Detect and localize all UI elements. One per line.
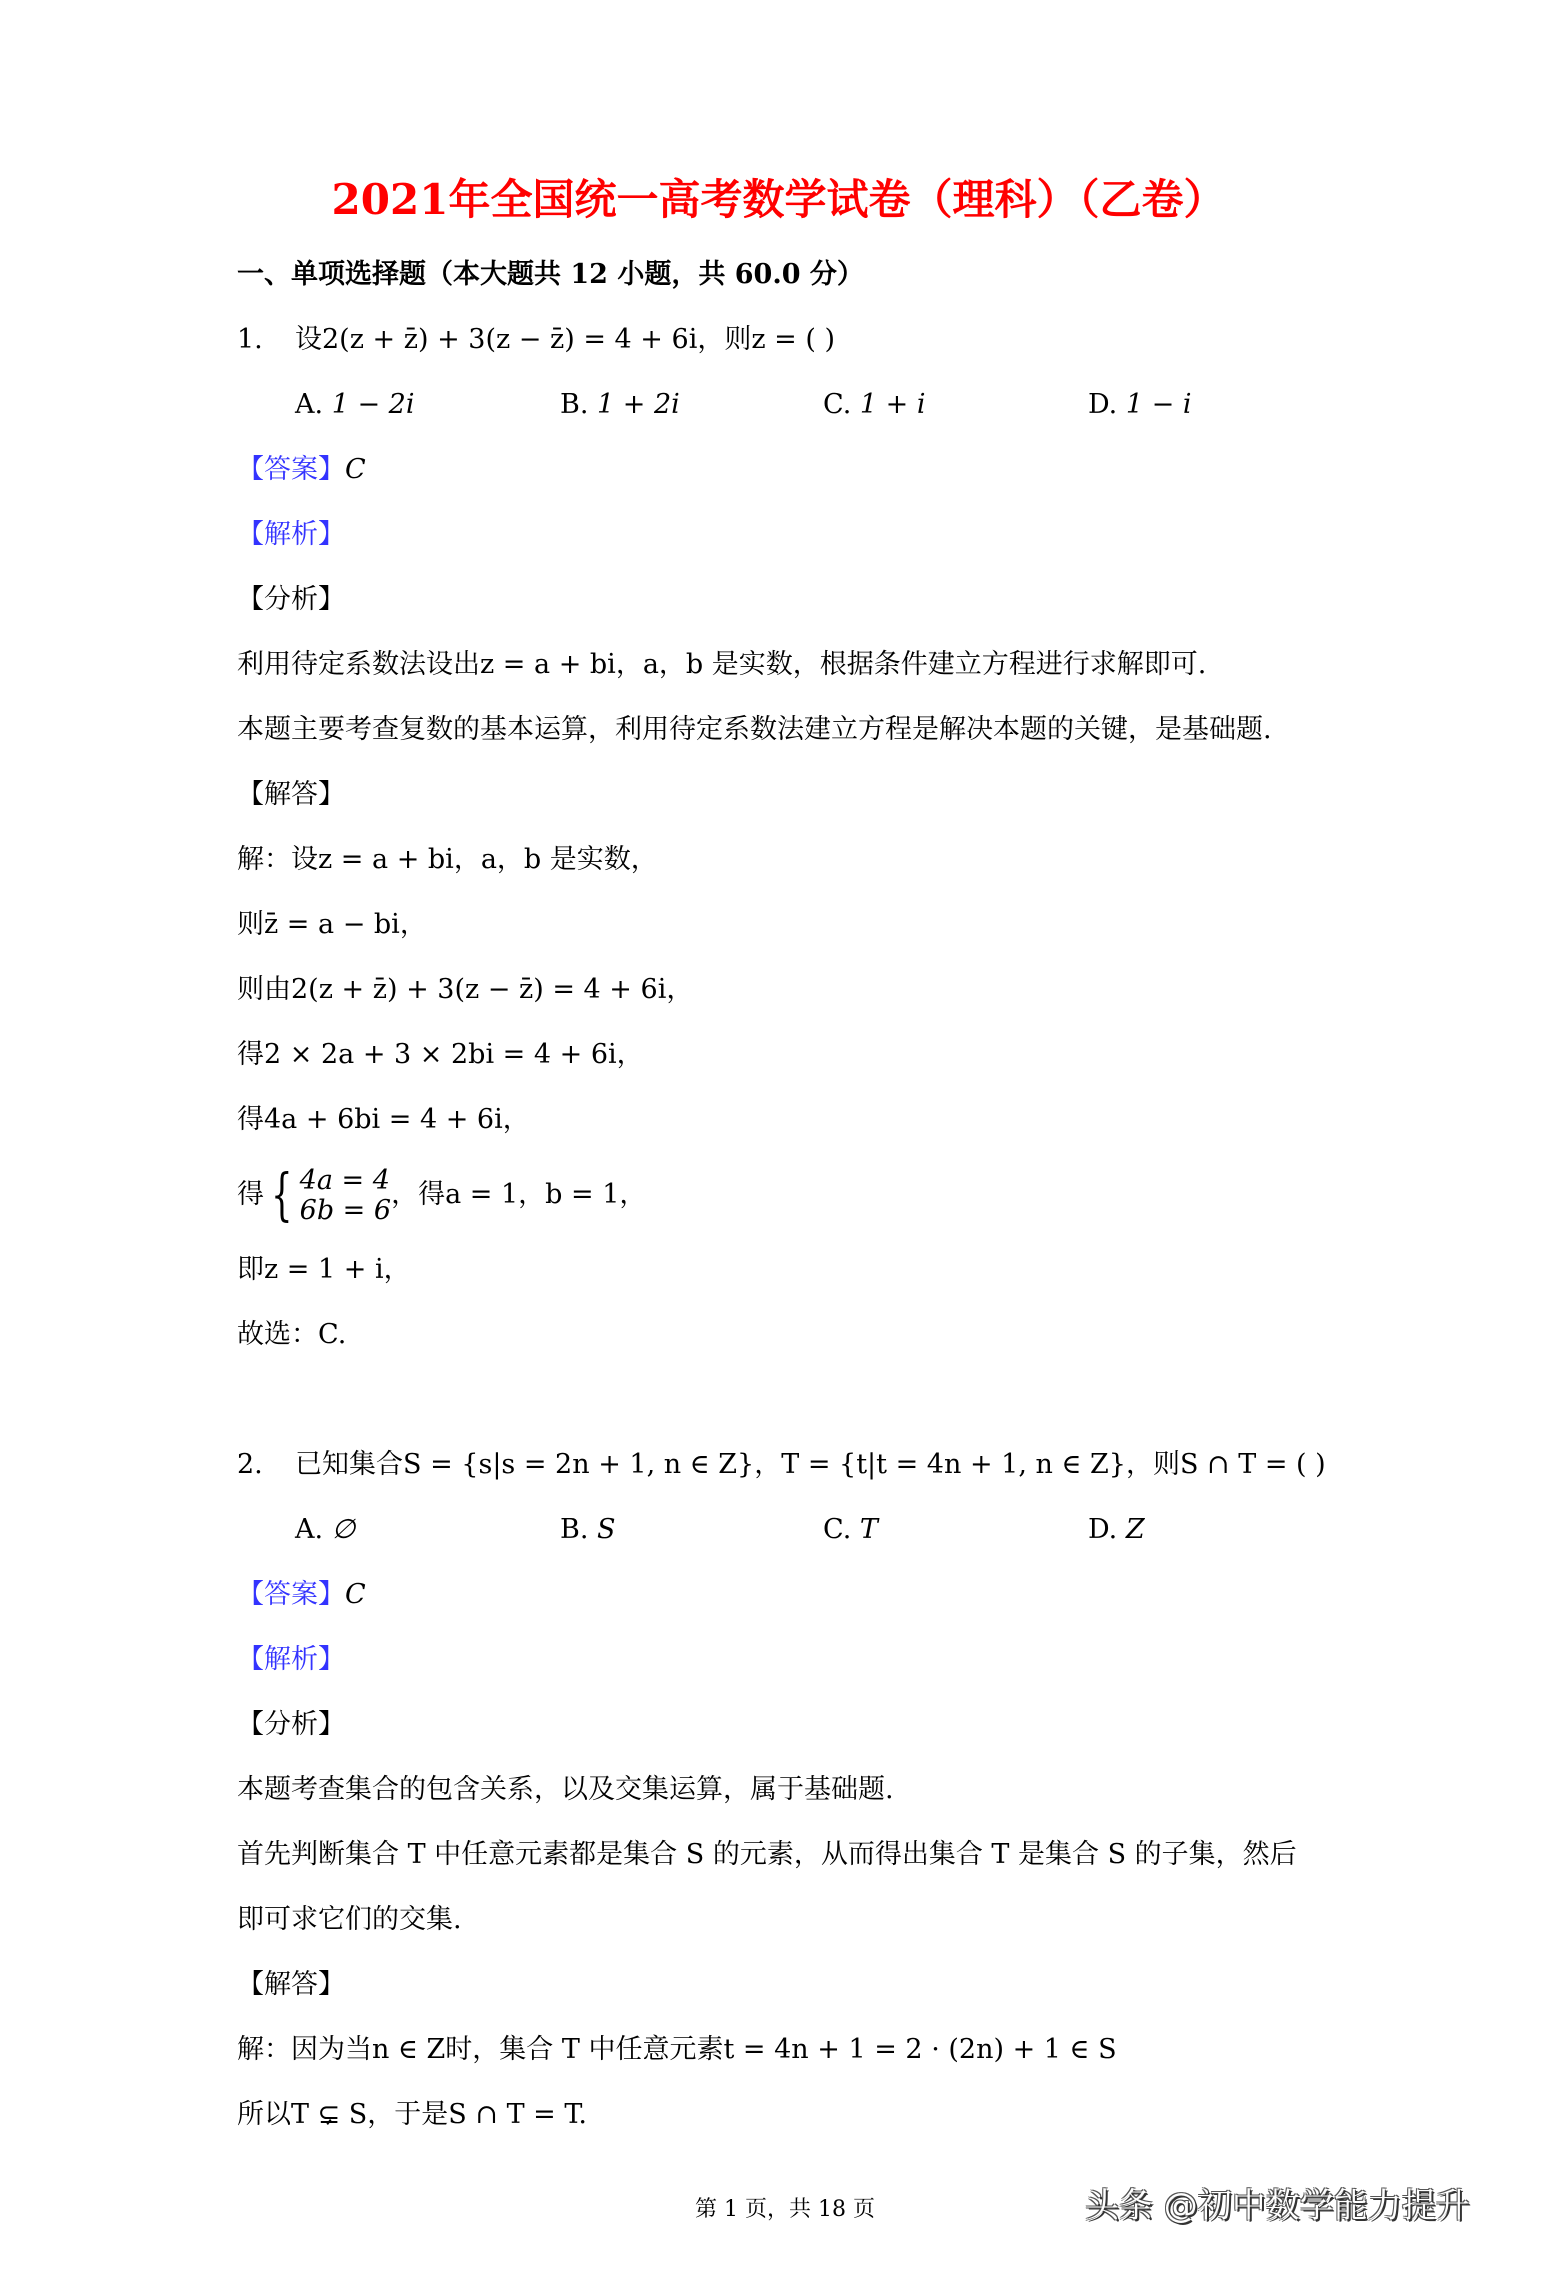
- solution-step: 得4a + 6bi = 4 + 6i，: [237, 1104, 530, 1135]
- solution-step: 则z̄ = a − bi，: [237, 909, 427, 940]
- option-value: 1 − i: [1125, 389, 1192, 420]
- system-suffix: ，得a = 1，b = 1，: [391, 1179, 647, 1210]
- answer-tag: 【答案】: [237, 1579, 345, 1610]
- section-header: 一、单项选择题（本大题共 12 小题，共 60.0 分）: [237, 259, 864, 290]
- answer-tag: 【答案】: [237, 454, 345, 485]
- analysis-text: 即可求它们的交集.: [237, 1904, 462, 1935]
- page-number: 第 1 页，共 18 页: [695, 2197, 875, 2222]
- option-value: S: [597, 1514, 616, 1545]
- equation-system: [237, 1162, 647, 1228]
- solution-step: 解：因为当n ∈ Z时，集合 T 中任意元素t = 4n + 1 = 2 · (2n) + 1 ∈ S: [237, 2034, 1117, 2065]
- option-value: ∅: [331, 1514, 356, 1545]
- option-c: [823, 1512, 878, 1548]
- option-label: A.: [295, 1514, 324, 1545]
- question-number: 1.: [237, 324, 263, 355]
- option-d: [1088, 1512, 1145, 1548]
- question-1-stem: [237, 322, 835, 358]
- brace-icon: {: [271, 1162, 293, 1228]
- explain-tag: 【解析】: [237, 1644, 345, 1675]
- answer-value: C: [345, 1579, 366, 1610]
- option-value: 1 + 2i: [597, 389, 680, 420]
- solution-step: 则由2(z + z̄) + 3(z − z̄) = 4 + 6i，: [237, 974, 694, 1005]
- option-label: B.: [560, 1514, 589, 1545]
- solution-tag: 【解答】: [237, 1969, 345, 2000]
- answer-line: [237, 1577, 366, 1613]
- question-text: 设2(z + z̄) + 3(z − z̄) = 4 + 6i，则z = ( ): [295, 324, 835, 355]
- question-number: 2.: [237, 1449, 263, 1480]
- question-text: 已知集合S = {s|s = 2n + 1, n ∈ Z}，T = {t|t = 4n + 1, n ∈ Z}，则S ∩ T = ( ): [295, 1449, 1326, 1480]
- solution-step: 所以T ⊊ S，于是S ∩ T = T.: [237, 2099, 587, 2130]
- option-label: D.: [1088, 1514, 1118, 1545]
- analysis-text: 利用待定系数法设出z = a + bi，a，b 是实数，根据条件建立方程进行求解即可.: [237, 649, 1207, 680]
- option-label: B.: [560, 389, 589, 420]
- solution-step: 得2 × 2a + 3 × 2bi = 4 + 6i，: [237, 1039, 644, 1070]
- option-value: T: [859, 1514, 878, 1545]
- answer-line: [237, 452, 366, 488]
- option-d: [1088, 387, 1191, 423]
- option-value: Z: [1125, 1514, 1145, 1545]
- option-label: C.: [823, 1514, 852, 1545]
- analysis-tag: 【分析】: [237, 584, 345, 615]
- analysis-text: 本题考查集合的包含关系，以及交集运算，属于基础题.: [237, 1774, 894, 1805]
- option-b: [560, 1512, 616, 1548]
- option-label: A.: [295, 389, 324, 420]
- solution-tag: 【解答】: [237, 779, 345, 810]
- option-label: C.: [823, 389, 852, 420]
- page-title: 2021年全国统一高考数学试卷（理科）（乙卷）: [331, 175, 1226, 224]
- option-a: [295, 387, 414, 423]
- option-a: [295, 1512, 355, 1548]
- question-2-stem: [237, 1447, 1326, 1483]
- solution-step: 故选：C.: [237, 1319, 347, 1350]
- analysis-text: 本题主要考查复数的基本运算，利用待定系数法建立方程是解决本题的关键，是基础题.: [237, 714, 1272, 745]
- answer-value: C: [345, 454, 366, 485]
- watermark: 头条 @初中数学能力提升: [1085, 2186, 1470, 2226]
- analysis-text: 首先判断集合 T 中任意元素都是集合 S 的元素，从而得出集合 T 是集合 S 的子集，然后: [237, 1839, 1297, 1870]
- solution-step: 解：设z = a + bi，a，b 是实数，: [237, 844, 658, 875]
- option-c: [823, 387, 925, 423]
- option-value: 1 − 2i: [331, 389, 415, 420]
- system-eq-bottom: 6b = 6: [299, 1194, 392, 1226]
- option-value: 1 + i: [859, 389, 926, 420]
- analysis-tag: 【分析】: [237, 1709, 345, 1740]
- system-eq-top: 4a = 4: [299, 1164, 390, 1196]
- system-brace: [264, 1162, 392, 1228]
- solution-step: 即z = 1 + i，: [237, 1254, 411, 1285]
- explain-tag: 【解析】: [237, 519, 345, 550]
- option-b: [560, 387, 680, 423]
- system-prefix: 得: [237, 1179, 264, 1210]
- option-label: D.: [1088, 389, 1118, 420]
